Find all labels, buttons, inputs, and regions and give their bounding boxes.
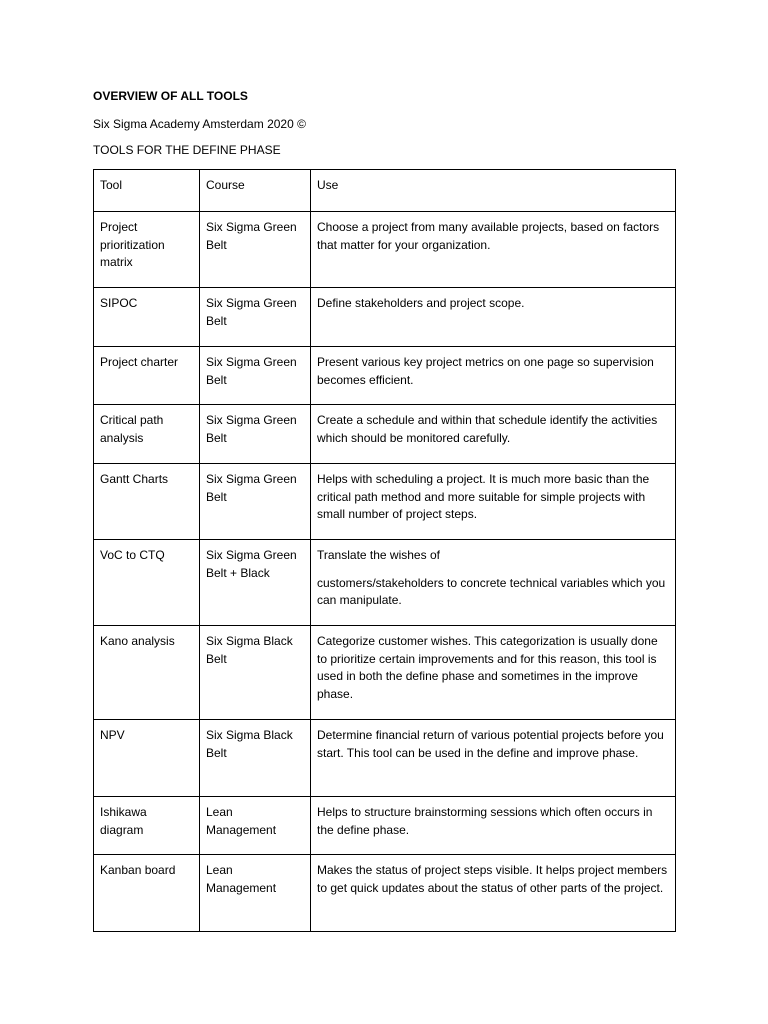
cell-tool: Kanban board <box>94 855 200 932</box>
header-course: Course <box>200 170 311 212</box>
table-row <box>94 855 676 932</box>
cell-use: Helps with scheduling a project. It is much more basic than the critical path method and more suitable for simple projects with small number of project steps. <box>311 464 676 540</box>
section-heading: TOOLS FOR THE DEFINE PHASE <box>93 143 281 157</box>
cell-tool: Kano analysis <box>94 626 200 720</box>
document-subtitle: Six Sigma Academy Amsterdam 2020 © <box>93 117 306 131</box>
header-tool: Tool <box>94 170 200 212</box>
table-row <box>94 288 676 347</box>
cell-use: Helps to structure brainstorming sessions which often occurs in the define phase. <box>311 797 676 855</box>
cell-course: Six Sigma Green Belt <box>200 464 311 540</box>
cell-course: Six Sigma Green Belt <box>200 405 311 464</box>
cell-use-continuation: customers/stakeholders to concrete technical variables which you can manipulate. <box>317 575 666 607</box>
table-row <box>94 212 676 288</box>
cell-tool: NPV <box>94 720 200 797</box>
cell-course: Six Sigma Black Belt <box>200 720 311 797</box>
tools-table <box>93 169 676 932</box>
cell-course: Six Sigma Green Belt + Black <box>200 540 311 626</box>
cell-tool: Project prioritization matrix <box>94 212 200 288</box>
table-row <box>94 797 676 855</box>
table-row <box>94 464 676 540</box>
cell-use: Categorize customer wishes. This categorization is usually done to prioritize certain improvements and for this reason, this tool is used in both the define phase and sometimes in the improve phase. <box>311 626 676 720</box>
header-use: Use <box>311 170 676 212</box>
cell-use: Choose a project from many available projects, based on factors that matter for your organization. <box>311 212 676 288</box>
document-title: OVERVIEW OF ALL TOOLS <box>93 89 248 103</box>
table-row <box>94 405 676 464</box>
cell-use: Define stakeholders and project scope. <box>311 288 676 347</box>
cell-tool: SIPOC <box>94 288 200 347</box>
cell-course: Lean Management <box>200 797 311 855</box>
cell-tool: Critical path analysis <box>94 405 200 464</box>
table-row <box>94 720 676 797</box>
cell-tool: Gantt Charts <box>94 464 200 540</box>
cell-tool: Project charter <box>94 347 200 405</box>
cell-use-line: Translate the wishes of <box>317 548 440 562</box>
table-row <box>94 347 676 405</box>
cell-tool: VoC to CTQ <box>94 540 200 626</box>
table-header-row <box>94 170 676 212</box>
cell-use: Determine financial return of various potential projects before you start. This tool can be used in the define and improve phase. <box>311 720 676 797</box>
cell-course: Lean Management <box>200 855 311 932</box>
cell-course: Six Sigma Green Belt <box>200 212 311 288</box>
cell-use: Present various key project metrics on one page so supervision becomes efficient. <box>311 347 676 405</box>
cell-course: Six Sigma Green Belt <box>200 347 311 405</box>
cell-course: Six Sigma Green Belt <box>200 288 311 347</box>
cell-use: Create a schedule and within that schedule identify the activities which should be monitored carefully. <box>311 405 676 464</box>
cell-use: Makes the status of project steps visible. It helps project members to get quick updates about the status of other parts of the project. <box>311 855 676 932</box>
cell-course: Six Sigma Black Belt <box>200 626 311 720</box>
cell-tool: Ishikawa diagram <box>94 797 200 855</box>
table-row <box>94 540 676 626</box>
table-row <box>94 626 676 720</box>
cell-use <box>311 540 676 626</box>
